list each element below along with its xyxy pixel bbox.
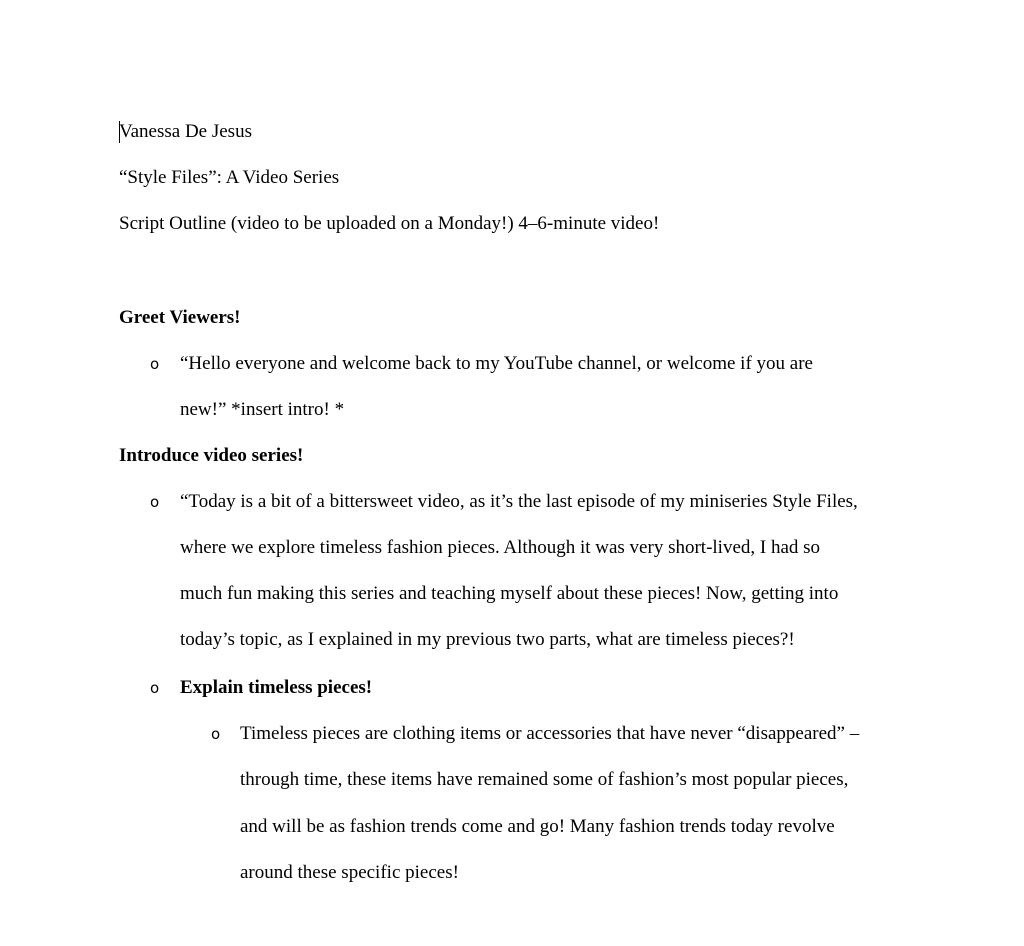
timeless-line: and will be as fashion trends come and go! Many fashion trends today revolve	[240, 816, 835, 837]
timeless-line: around these specific pieces!	[240, 862, 459, 883]
bullet-marker: o	[211, 725, 221, 743]
bullet-marker: o	[150, 493, 160, 511]
heading-greet-viewers: Greet Viewers!	[119, 307, 241, 328]
subheading-explain-timeless: Explain timeless pieces!	[180, 677, 373, 698]
greet-line: new!” *insert intro! *	[180, 399, 345, 420]
introduce-line: “Today is a bit of a bittersweet video, as it’s the last episode of my miniseries Style Files,	[180, 491, 858, 512]
greet-line: “Hello everyone and welcome back to my YouTube channel, or welcome if you are	[180, 353, 813, 374]
series-title: “Style Files”: A Video Series	[119, 167, 340, 188]
heading-introduce-series: Introduce video series!	[119, 445, 304, 466]
introduce-line: today’s topic, as I explained in my previous two parts, what are timeless pieces?!	[180, 629, 795, 650]
introduce-line: where we explore timeless fashion pieces. Although it was very short-lived, I had so	[180, 537, 821, 558]
timeless-line: through time, these items have remained some of fashion’s most popular pieces,	[240, 769, 849, 790]
bullet-marker: o	[150, 679, 160, 697]
author-name: Vanessa De Jesus	[119, 121, 252, 142]
timeless-line: Timeless pieces are clothing items or accessories that have never “disappeared” –	[240, 723, 860, 744]
introduce-line: much fun making this series and teaching myself about these pieces! Now, getting into	[180, 583, 839, 604]
bullet-marker: o	[150, 355, 160, 373]
outline-note: Script Outline (video to be uploaded on a Monday!) 4–6-minute video!	[119, 213, 660, 234]
